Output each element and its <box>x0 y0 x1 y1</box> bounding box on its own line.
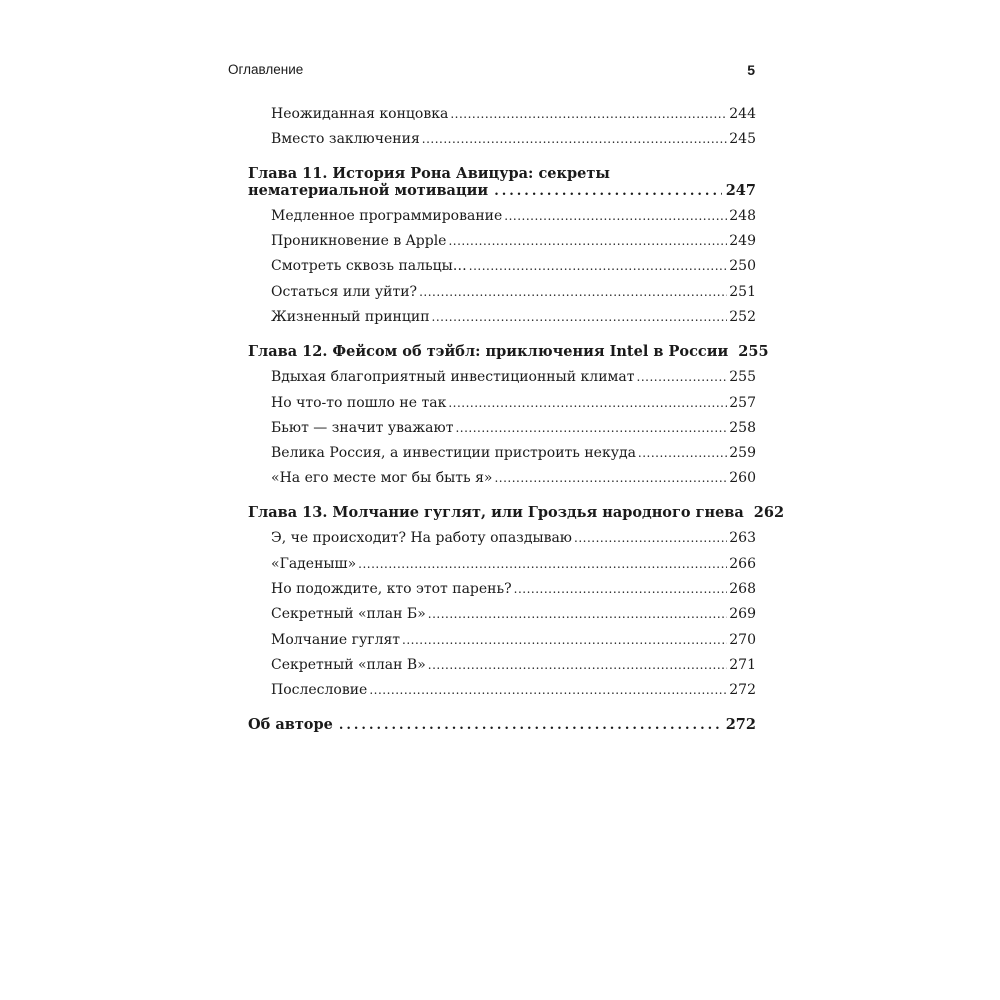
chapter-page: 247 <box>725 182 756 199</box>
leader-dots <box>494 182 722 202</box>
toc-entry-page: 252 <box>729 309 756 325</box>
toc-entry <box>271 393 756 413</box>
toc-entry-title: Бьют — значит уважают <box>271 420 454 436</box>
toc-entry <box>271 231 756 251</box>
toc-entry-title: Э, че происходит? На работу опаздываю <box>271 530 572 546</box>
toc-entry <box>271 655 756 675</box>
leader-dots <box>432 307 728 327</box>
toc-entry-page: 271 <box>729 657 756 673</box>
toc-entry-page: 270 <box>729 632 756 648</box>
toc-entry-page: 260 <box>729 470 756 486</box>
toc-entry-title: Смотреть сквозь пальцы… <box>271 258 467 274</box>
toc-entry-page: 258 <box>729 420 756 436</box>
leader-dots <box>358 554 727 574</box>
toc-entry-page: 266 <box>729 556 756 572</box>
toc-entry-page: 272 <box>729 682 756 698</box>
toc-entry-title: Жизненный принцип <box>271 309 430 325</box>
toc-entry <box>271 554 756 574</box>
chapter-page: 262 <box>753 504 785 521</box>
chapter-title: Глава 13. Молчание гуглят, или Гроздья народного гнева <box>248 504 744 521</box>
leader-dots <box>450 104 727 124</box>
leader-dots <box>504 206 727 226</box>
toc-entry-title: Но что-то пошло не так <box>271 395 447 411</box>
leader-dots <box>455 418 727 438</box>
chapter-page: 255 <box>738 343 769 360</box>
leader-dots <box>638 443 727 463</box>
leader-dots <box>419 282 727 302</box>
chapter-title: Глава 12. Фейсом об тэйбл: приключения Intel в России <box>248 343 729 360</box>
leader-dots <box>428 604 728 624</box>
toc-entry <box>271 680 756 700</box>
leader-dots <box>428 655 728 675</box>
toc-entry-page: 245 <box>729 131 756 147</box>
toc-entry-page: 263 <box>729 530 756 546</box>
toc-entry <box>271 528 756 548</box>
toc-entry <box>271 129 756 149</box>
chapter-title: Об авторе <box>248 716 333 733</box>
leader-dots <box>448 231 727 251</box>
running-head <box>228 62 755 82</box>
toc-entry-title: Но подождите, кто этот парень? <box>271 581 512 597</box>
toc-entry-page: 257 <box>729 395 756 411</box>
toc-entry <box>271 443 756 463</box>
toc-entry-title: Вместо заключения <box>271 131 420 147</box>
chapter-entry <box>248 715 756 735</box>
leader-dots <box>402 630 727 650</box>
chapter-entry <box>248 342 769 362</box>
toc-entry-title: Молчание гуглят <box>271 632 401 648</box>
toc-entry <box>271 256 756 276</box>
leader-dots <box>339 716 722 736</box>
running-head-title: Оглавление <box>228 62 304 77</box>
chapter-entry <box>248 181 756 201</box>
toc-entry <box>271 282 756 302</box>
toc-entry <box>271 604 756 624</box>
toc-entry-page: 251 <box>729 284 756 300</box>
toc-entry-title: Секретный «план В» <box>271 657 426 673</box>
toc-entry-title: «На его месте мог бы быть я» <box>271 470 493 486</box>
toc-entry-title: Послесловие <box>271 682 368 698</box>
toc-entry-title: Остаться или уйти? <box>271 284 418 300</box>
toc-entry <box>271 579 756 599</box>
leader-dots <box>448 393 727 413</box>
leader-dots <box>422 129 727 149</box>
toc-entry <box>271 206 756 226</box>
toc-entry <box>271 367 756 387</box>
toc-entry-title: Велика Россия, а инвестиции пристроить некуда <box>271 445 636 461</box>
toc-entry-title: Медленное программирование <box>271 208 503 224</box>
toc-entry-page: 269 <box>729 606 756 622</box>
leader-dots <box>637 367 728 387</box>
leader-dots <box>494 468 727 488</box>
toc-entry-page: 268 <box>729 581 756 597</box>
chapter-page: 272 <box>725 716 756 733</box>
toc-entry-title: «Гаденыш» <box>271 556 357 572</box>
toc-entry-title: Секретный «план Б» <box>271 606 426 622</box>
toc-entry-page: 249 <box>729 233 756 249</box>
toc-entry-page: 255 <box>729 369 756 385</box>
toc-entry <box>271 307 756 327</box>
toc-entry <box>271 104 756 124</box>
chapter-title: нематериальной мотивации <box>248 182 489 199</box>
toc-entry-page: 259 <box>729 445 756 461</box>
leader-dots <box>369 680 727 700</box>
chapter-entry <box>248 503 785 523</box>
toc-entry <box>271 418 756 438</box>
toc-entry-title: Проникновение в Apple <box>271 233 447 249</box>
toc-entry-page: 244 <box>729 106 756 122</box>
leader-dots <box>574 528 727 548</box>
toc-entry-title: Неожиданная концовка <box>271 106 449 122</box>
leader-dots <box>469 256 727 276</box>
toc-entry <box>271 630 756 650</box>
page-number: 5 <box>747 62 755 78</box>
chapter-title-line1: Глава 11. История Рона Авицура: секреты <box>248 165 610 182</box>
leader-dots <box>514 579 728 599</box>
toc-entry-page: 250 <box>729 258 756 274</box>
toc-entry <box>271 468 756 488</box>
toc-entry-title: Вдыхая благоприятный инвестиционный климат <box>271 369 635 385</box>
toc-entry-page: 248 <box>729 208 756 224</box>
